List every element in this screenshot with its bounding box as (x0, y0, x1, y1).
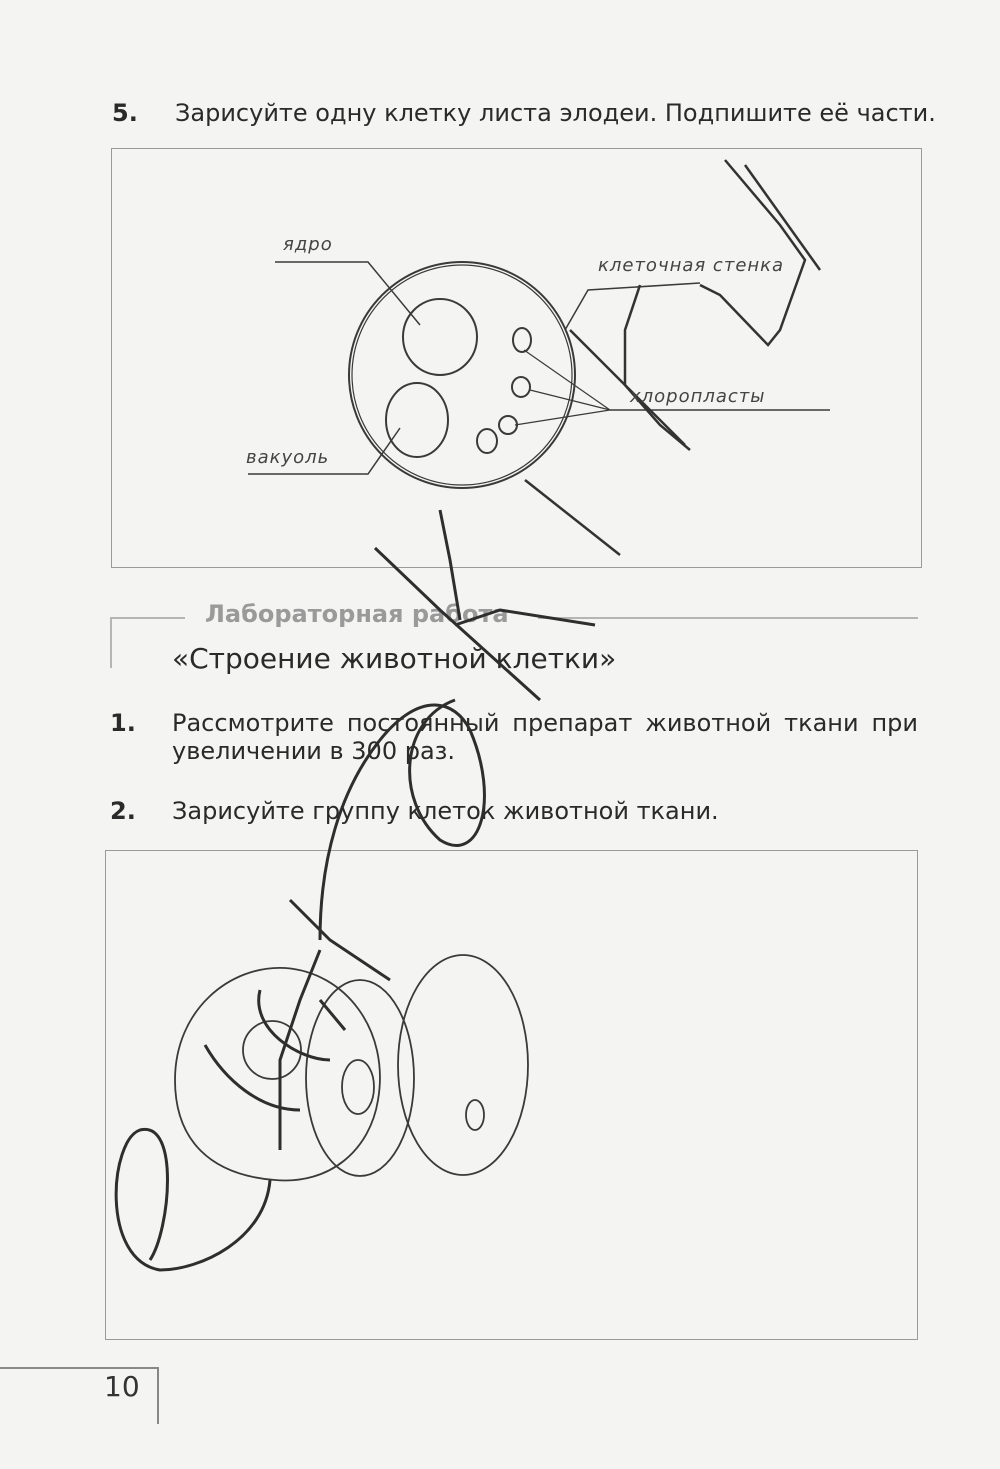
task-2-text: Зарисуйте группу клеток животной ткани. (172, 797, 719, 825)
task-2-number: 2. (110, 797, 136, 825)
task-5-number: 5. (112, 99, 138, 127)
label-cell-wall: клеточная стенка (598, 255, 785, 276)
lab-heading: Лабораторная работа (205, 600, 509, 628)
task-1-number: 1. (110, 709, 136, 737)
label-nucleus: ядро (283, 234, 333, 255)
lab-title: «Строение животной клетки» (172, 642, 617, 675)
label-vacuole: вакуоль (246, 447, 330, 468)
page-number: 10 (104, 1370, 140, 1403)
task-5-text: Зарисуйте одну клетку листа элодеи. Подпишите её части. (175, 99, 936, 127)
task-1-line-2: увеличении в 300 раз. (172, 737, 456, 765)
task-1-line-1: Рассмотрите постоянный препарат животной ткани при (172, 709, 918, 737)
label-chloroplasts: хлоропласты (630, 386, 766, 407)
